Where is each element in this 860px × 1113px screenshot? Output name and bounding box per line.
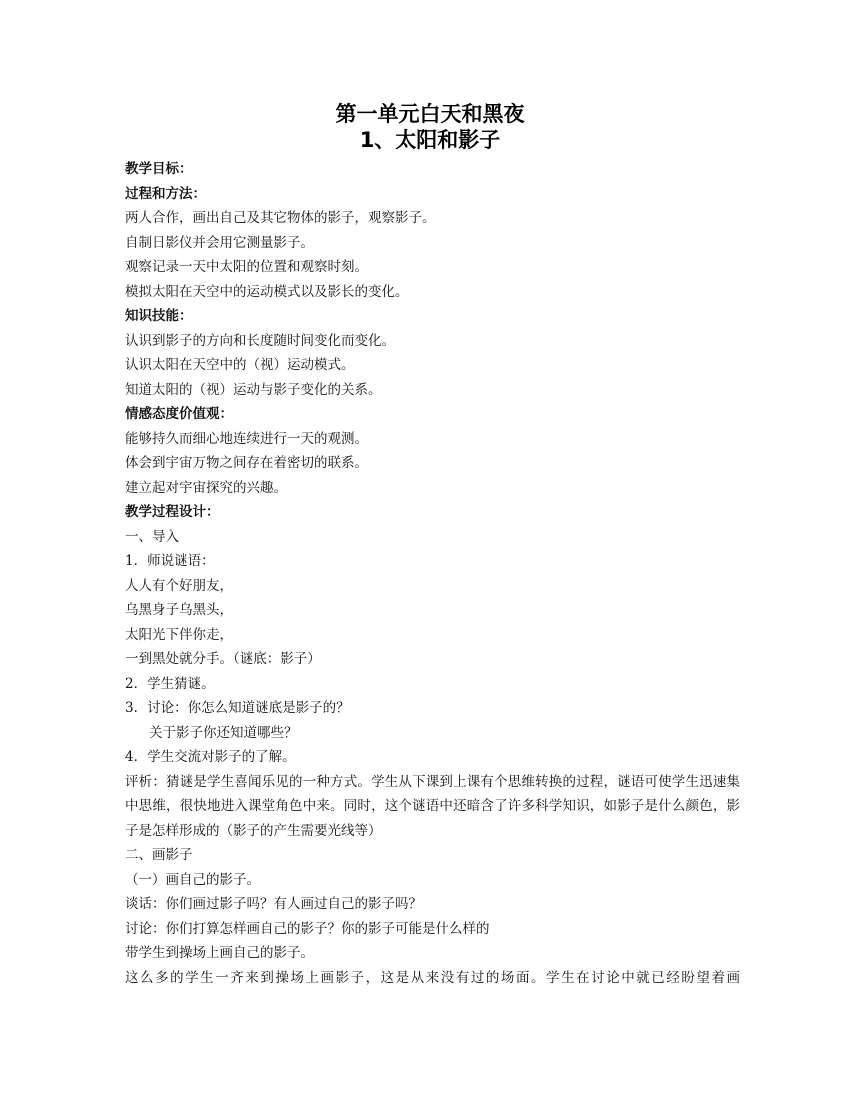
section-heading: 教学过程设计： bbox=[125, 504, 220, 520]
body-line: 4．学生交流对影子的了解。 bbox=[125, 749, 296, 765]
section-heading: 情感态度价值观： bbox=[125, 406, 233, 422]
body-line: 1．师说谜语： bbox=[125, 553, 215, 569]
section-heading: 知识技能： bbox=[125, 308, 193, 324]
body-line: 带学生到操场上画自己的影子。 bbox=[125, 945, 314, 961]
body-line: 人人有个好朋友， bbox=[125, 577, 233, 594]
section-heading: 教学目标： bbox=[125, 161, 193, 177]
body-line: 3．讨论：你怎么知道谜底是影子的？ bbox=[125, 700, 350, 716]
section-heading: 过程和方法： bbox=[125, 185, 206, 202]
body-line: 一、导入 bbox=[125, 528, 179, 545]
body-line: 讨论：你们打算怎样画自己的影子？你的影子可能是什么样的 bbox=[125, 920, 490, 937]
unit-title: 第一单元白天和黑夜 bbox=[335, 102, 525, 126]
body-lines-b bbox=[125, 843, 740, 966]
body-line: 两人合作，画出自己及其它物体的影子，观察影子。 bbox=[125, 210, 436, 226]
body-line: 自制日影仪并会用它测量影子。 bbox=[125, 234, 314, 251]
body-line: 关于影子你还知道哪些？ bbox=[149, 724, 298, 741]
commentary-paragraph: 评析：猜谜是学生喜闻乐见的一种方式。学生从下课到上课有个思维转换的过程，谜语可使学生迅速集中思维，很快地进入课堂角色中来。同时，这个谜语中还暗含了许多科学知识，如影子是什么颜色，影子是怎样形成的（影子的产生需要光线等） bbox=[125, 773, 740, 839]
body-paragraph-last: 这么多的学生一齐来到操场上画影子，这是从来没有过的场面。学生在讨论中就已经盼望着画 bbox=[125, 969, 740, 986]
body-line: 一到黑处就分手。（谜底：影子） bbox=[125, 651, 321, 667]
body-line: 观察记录一天中太阳的位置和观察时刻。 bbox=[125, 259, 368, 275]
body-line: 知道太阳的（视）运动与影子变化的关系。 bbox=[125, 381, 382, 398]
body-line: （一）画自己的影子。 bbox=[125, 871, 260, 888]
body-line: 认识到影子的方向和长度随时间变化而变化。 bbox=[125, 332, 395, 349]
document-body bbox=[125, 157, 740, 990]
lesson-title: 1、太阳和影子 bbox=[359, 128, 501, 152]
body-line: 体会到宇宙万物之间存在着密切的联系。 bbox=[125, 455, 368, 471]
body-line: 2．学生猜谜。 bbox=[125, 675, 215, 692]
body-line: 谈话：你们画过影子吗？有人画过自己的影子吗？ bbox=[125, 896, 422, 912]
body-line: 认识太阳在天空中的（视）运动模式。 bbox=[125, 357, 355, 373]
body-line: 乌黑身子乌黑头， bbox=[125, 602, 233, 618]
body-line: 太阳光下伴你走， bbox=[125, 626, 233, 643]
body-line: 模拟太阳在天空中的运动模式以及影长的变化。 bbox=[125, 283, 409, 300]
body-line: 二、画影子 bbox=[125, 847, 193, 863]
body-lines-a bbox=[125, 157, 740, 770]
body-line: 建立起对宇宙探究的兴趣。 bbox=[125, 479, 287, 496]
body-line: 能够持久而细心地连续进行一天的观测。 bbox=[125, 430, 368, 447]
